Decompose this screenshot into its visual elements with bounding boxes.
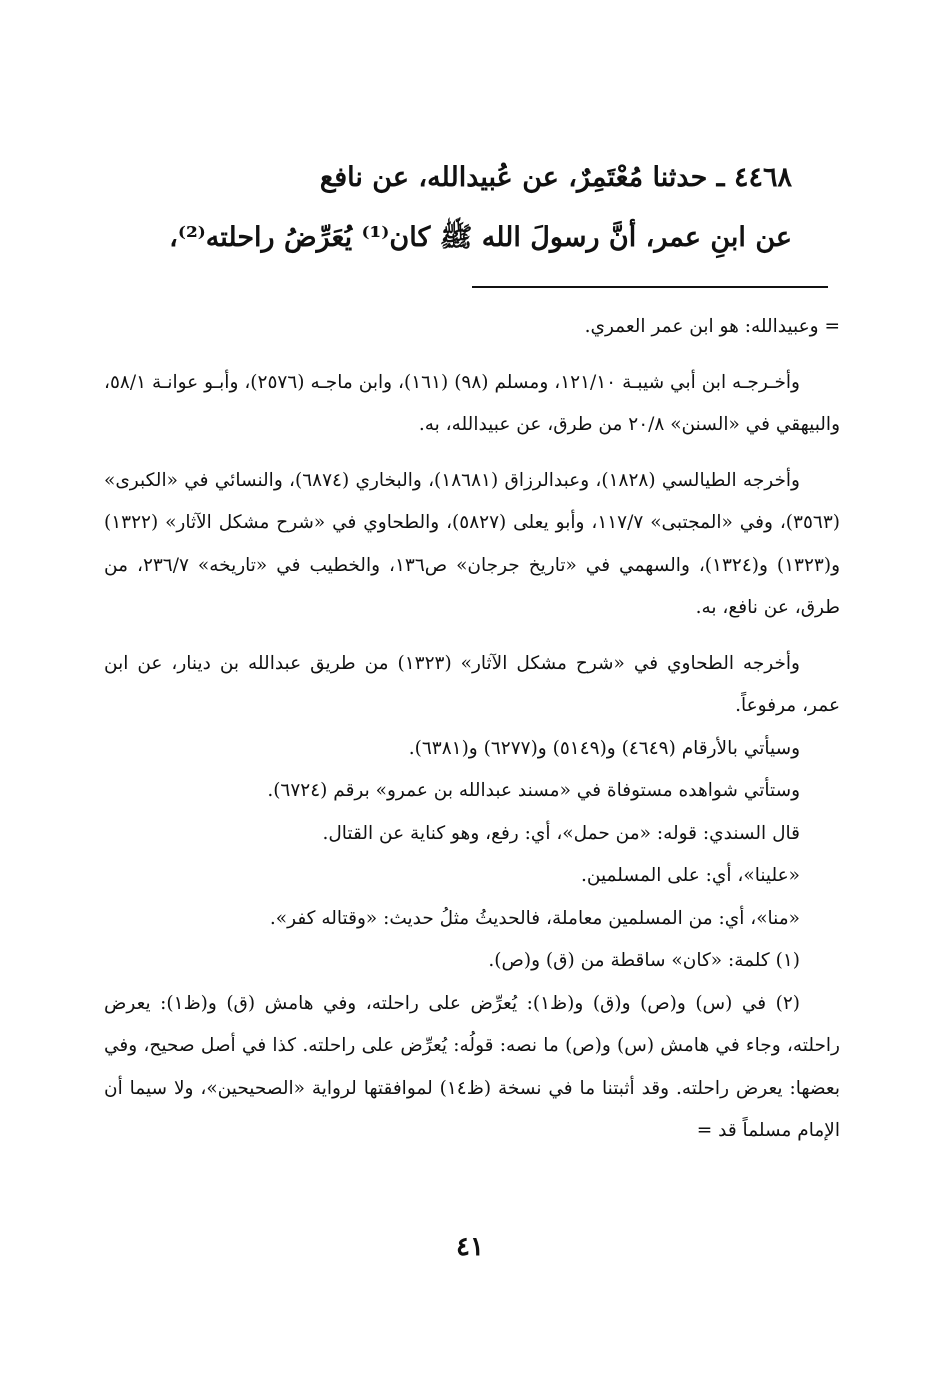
footnote-sindi-2: «علينا»، أي: على المسلمين.	[581, 865, 800, 886]
footnote-cross-ref-2: وستأتي شواهده مستوفاة في «مسند عبدالله بن عمرو» برقم (٦٧٢٤).	[267, 780, 800, 801]
footnote-note-1: (١) كلمة: «كان» ساقطة من (ق) و(ص).	[488, 950, 800, 971]
footnote-sindi-3: «منا»، أي: من المسلمين معاملة، فالحديثُ مثلُ حديث: «وقتاله كفر».	[269, 907, 800, 929]
hadith-line-1: ٤٤٦٨ ـ حدثنا مُعْتَمِرٌ، عن عُبيدالله، عن نافع	[319, 162, 792, 193]
footnote-takhrij-1: وأخـرجـه ابن أبي شيبـة ١٢١/١٠، ومسلم (٩٨) (١٦١)، وابن ماجـه (٢٥٧٦)، وأبـو عوانـة ٥٨/١، والبيهقي في «السنن» ٢٠/٨ من طرق، عن عبيدالله، به.	[104, 371, 840, 435]
hadith-text	[132, 148, 792, 268]
footnote-takhrij-2: وأخرجه الطيالسي (١٨٢٨)، وعبدالرزاق (١٨٦٨١)، والبخاري (٦٨٧٤)، والنسائي في «الكبرى» (٣٥٦٣)، وفي «المجتبى» ١١٧/٧، وأبو يعلى (٥٨٢٧)، والطحاوي في «شرح مشكل الآثار» (١٣٢٢) و(١٣٢٣) و(١٣٢٤)، والسهمي في «تاريخ جرجان» ص١٣٦، والخطيب في «تاريخه» ٢٣٦/٧، من طرق، عن نافع، به.	[104, 469, 841, 618]
footnote-note-2: (٢) في (س) و(ص) و(ق) و(ظ١): يُعرِّض على راحلته، وفي هامش (ق) و(ظ١): يعرض راحلته، وجاء في هامش (س) و(ص) ما نصه: قولُه: يُعرِّض على راحلته. كذا في أصل صحيح، وفي بعضها: يعرض راحلته. وقد أثبتنا ما في نسخة (ظ١٤) لموافقتها لرواية «الصحيحين»، ولا سيما أن الإمام مسلماً قد =	[104, 992, 840, 1141]
footnote-cross-ref-1: وسيأتي بالأرقام (٤٦٤٩) و(٥١٤٩) و(٦٢٧٧) و(٦٣٨١).	[408, 737, 800, 759]
page-number: ٤١	[456, 1232, 484, 1262]
footnotes-section	[104, 306, 840, 1153]
footnote-takhrij-3: وأخرجه الطحاوي في «شرح مشكل الآثار» (١٣٢٣) من طريق عبدالله بن دينار، عن ابن عمر، مرفوعاً.	[104, 652, 840, 716]
footnote-sindi-1: قال السندي: قوله: «من حمل»، أي: رفع، وهو كناية عن القتال.	[322, 822, 800, 844]
footnote-divider	[472, 286, 828, 288]
footnote-continued: = وعبيدالله: هو ابن عمر العمري.	[584, 316, 840, 337]
hadith-line-2: عن ابنِ عمر، أنَّ رسولَ الله ﷺ كان⁽¹⁾ يُعَرِّضُ راحلته⁽²⁾،	[169, 222, 792, 253]
